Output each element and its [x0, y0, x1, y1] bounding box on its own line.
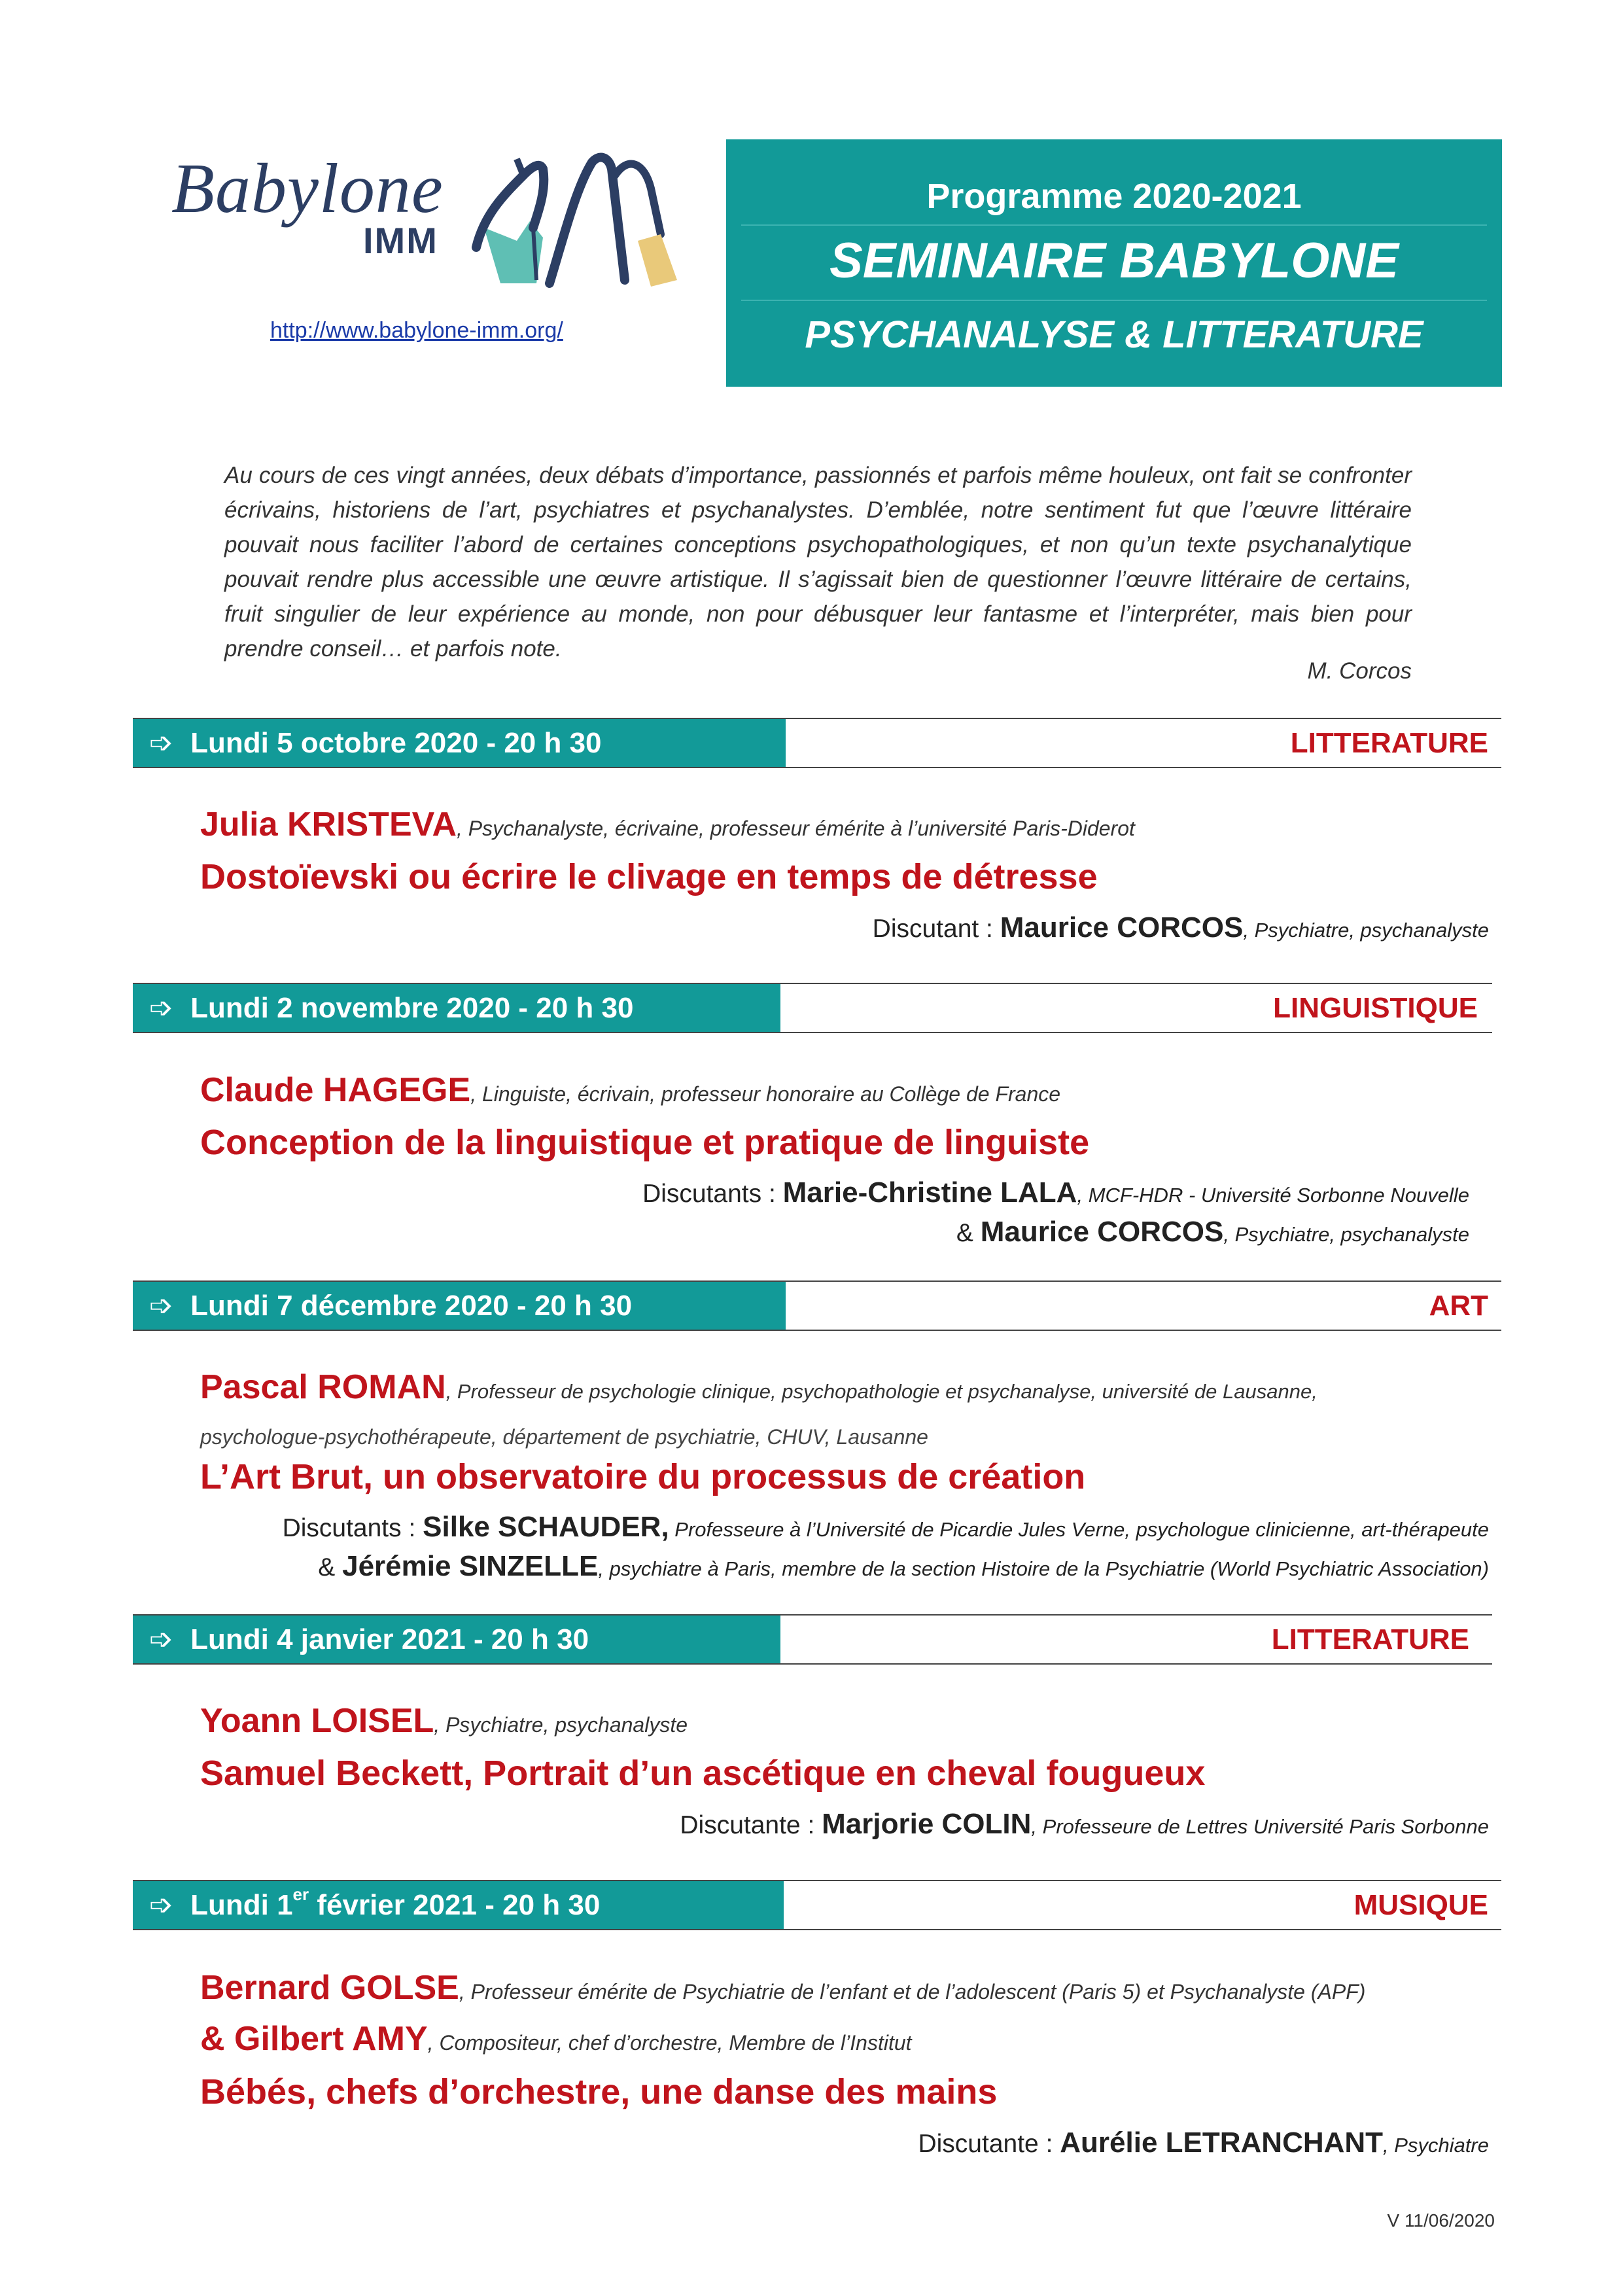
event-date-band [133, 1282, 786, 1330]
event-bar [133, 718, 1501, 768]
header-divider [741, 224, 1487, 226]
talk-title: L’Art Brut, un observatoire du processus de création [200, 1457, 1086, 1496]
arrow-right-icon: ➩ [149, 1889, 173, 1921]
speaker-role: , Compositeur, chef d’orchestre, Membre de l’Institut [427, 2031, 912, 2055]
mountain-logo-icon [471, 149, 687, 300]
speaker [200, 1370, 1318, 1404]
discussant-role: , Psychiatre [1383, 2134, 1489, 2157]
programme-label: Programme 2020-2021 [926, 177, 1302, 216]
intro-paragraph: Au cours de ces vingt années, deux débats d’importance, passionnés et parfois même houleux, ont fait se confronter écrivains, historiens de l’art, psychiatres et psychanalystes. D’emblée, notre sentiment fut que l’œuvre littéraire pouvait nous faciliter l’abord de certaines conceptions psychopathologiques, et non qu’un texte psychanalytique pouvait rendre plus accessible une œuvre artistique. Il s’agissait bien de questionner l’œuvre littéraire de certains, fruit singulier de leur expérience au monde, non pour débusquer leur fantasme et l’interpréter, mais bien pour prendre conseil… et parfois note. [224, 463, 1412, 662]
speaker-role: , Psychanalyste, écrivaine, professeur émérite à l’université Paris-Diderot [457, 817, 1135, 840]
discussant-label: & [318, 1553, 343, 1581]
discussant-role: Professeure à l’Université de Picardie Jules Verne, psychologue clinicienne, art-thérapeute [669, 1518, 1489, 1541]
event-date-part: février 2021 - 20 h 30 [309, 1889, 601, 1921]
speaker-name: Pascal ROMAN [200, 1368, 446, 1406]
discussant-label: Discutants : [642, 1180, 783, 1208]
speaker-name: Bernard GOLSE [200, 1969, 459, 2007]
discussant [873, 913, 1489, 942]
speaker [200, 1971, 1365, 2005]
event-category: MUSIQUE [1353, 1889, 1488, 1921]
event-bar [133, 1880, 1501, 1930]
event-date-band [133, 1616, 780, 1663]
event-date-part: Lundi 1 [190, 1889, 293, 1921]
discussant-name: Marie-Christine LALA [782, 1176, 1077, 1209]
discussant [918, 2128, 1489, 2157]
speaker-role: , Psychiatre, psychanalyste [434, 1713, 688, 1737]
arrow-right-icon: ➩ [149, 1290, 173, 1322]
arrow-right-icon: ➩ [149, 1623, 173, 1655]
event-date: Lundi 2 novembre 2020 - 20 h 30 [190, 992, 634, 1024]
discussant [642, 1178, 1469, 1207]
logo-imm: IMM [363, 220, 438, 261]
discussant-role: , Psychiatre, psychanalyste [1243, 919, 1489, 942]
event-category: LITTERATURE [1271, 1623, 1469, 1655]
arrow-right-icon: ➩ [149, 727, 173, 759]
page-title: SEMINAIRE BABYLONE [829, 233, 1399, 289]
event-bar [133, 1614, 1492, 1665]
speaker-role: , Professeur émérite de Psychiatrie de l’enfant et de l’adolescent (Paris 5) et Psychanalyste (APF) [459, 1980, 1366, 2004]
speaker-role: , Linguiste, écrivain, professeur honoraire au Collège de France [470, 1082, 1061, 1106]
event-bar [133, 1280, 1501, 1331]
discussant-name: Jérémie SINZELLE [342, 1550, 599, 1582]
discussant-name: Maurice CORCOS [980, 1216, 1224, 1248]
page-subtitle: PSYCHANALYSE & LITTERATURE [805, 313, 1423, 356]
discussant-label: Discutante : [918, 2130, 1060, 2158]
discussant [680, 1810, 1489, 1839]
event-date-superscript: er [292, 1884, 309, 1904]
event-date [190, 1884, 601, 1921]
speaker-role-continued: psychologue-psychothérapeute, département de psychiatrie, CHUV, Lausanne [200, 1425, 928, 1449]
discussant-label: Discutante : [680, 1811, 822, 1839]
discussant-name: Silke SCHAUDER, [423, 1511, 669, 1543]
discussant [318, 1552, 1489, 1581]
speaker-name: Claude HAGEGE [200, 1071, 471, 1109]
discussant [956, 1218, 1469, 1246]
discussant-name: Maurice CORCOS [1000, 911, 1244, 944]
speaker-role: , Professeur de psychologie clinique, psychopathologie et psychanalyse, université de Lausanne, [445, 1380, 1318, 1403]
discussant-label: & [956, 1219, 981, 1247]
talk-title: Bébés, chefs d’orchestre, une danse des mains [200, 2072, 998, 2111]
intro-signature: M. Corcos [1307, 658, 1412, 684]
discussant-role: , psychiatre à Paris, membre de la section Histoire de la Psychiatrie (World Psychiatric Association) [598, 1557, 1489, 1580]
event-date: Lundi 7 décembre 2020 - 20 h 30 [190, 1290, 633, 1322]
event-category: ART [1429, 1290, 1488, 1322]
talk-title: Samuel Beckett, Portrait d’un ascétique en cheval fougueux [200, 1754, 1206, 1793]
speaker [200, 807, 1135, 841]
discussant-role: , MCF-HDR - Université Sorbonne Nouvelle [1077, 1184, 1469, 1207]
speaker-name: Yoann LOISEL [200, 1702, 434, 1740]
header-box [726, 139, 1502, 387]
discussant-name: Marjorie COLIN [822, 1808, 1032, 1840]
event-category: LINGUISTIQUE [1273, 992, 1478, 1024]
discussant [283, 1513, 1489, 1542]
event-date-band [133, 1881, 784, 1929]
talk-title: Dostoïevski ou écrire le clivage en temps de détresse [200, 857, 1098, 896]
discussant-label: Discutants : [282, 1514, 423, 1542]
speaker-name: Julia KRISTEVA [200, 805, 457, 843]
version-label: V 11/06/2020 [1387, 2210, 1495, 2231]
talk-title: Conception de la linguistique et pratique de linguiste [200, 1123, 1090, 1162]
event-date: Lundi 5 octobre 2020 - 20 h 30 [190, 727, 602, 759]
discussant-role: , Professeure de Lettres Université Paris Sorbonne [1031, 1815, 1489, 1838]
event-date-band [133, 984, 780, 1032]
discussant-name: Aurélie LETRANCHANT [1060, 2127, 1384, 2159]
speaker [200, 1073, 1060, 1107]
arrow-right-icon: ➩ [149, 992, 173, 1024]
discussant-role: , Psychiatre, psychanalyste [1223, 1223, 1469, 1246]
website-link[interactable]: http://www.babylone-imm.org/ [270, 318, 563, 343]
event-category: LITTERATURE [1290, 727, 1488, 759]
header-divider [741, 300, 1487, 301]
event-bar [133, 983, 1492, 1033]
speaker [200, 1704, 688, 1738]
speaker [200, 2022, 912, 2056]
logo-wordmark: Babylone [171, 150, 444, 228]
discussant-label: Discutant : [872, 915, 1000, 943]
event-date: Lundi 4 janvier 2021 - 20 h 30 [190, 1623, 589, 1655]
event-date-band [133, 719, 786, 767]
speaker-name: & Gilbert AMY [200, 2020, 428, 2058]
